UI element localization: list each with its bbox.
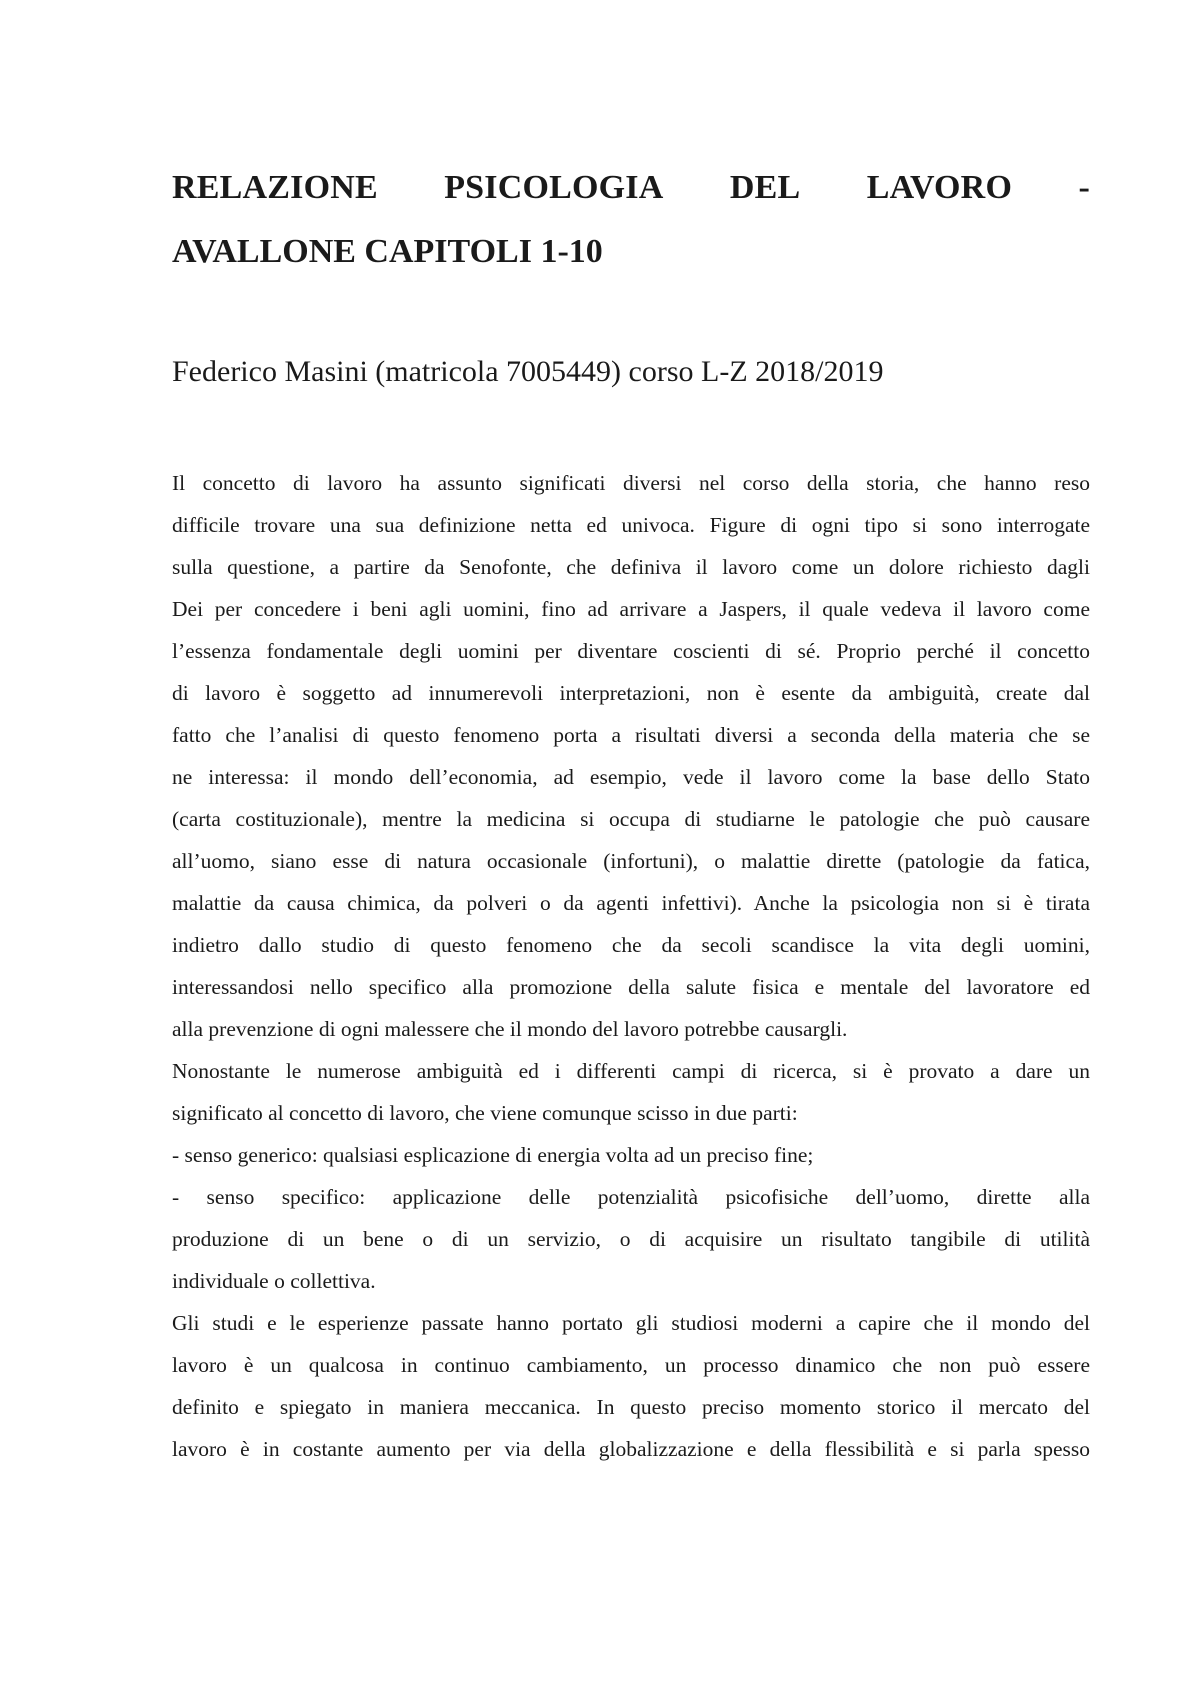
body-line: difficile trovare una sua definizione netta ed univoca. Figure di ogni tipo si sono interrogate <box>172 513 1090 537</box>
body-line: definito e spiegato in maniera meccanica. In questo preciso momento storico il mercato del <box>172 1395 1090 1419</box>
title-word: PSICOLOGIA <box>444 169 664 206</box>
title-word: DEL <box>729 169 801 206</box>
body-line: - senso specifico: applicazione delle potenzialità psicofisiche dell’uomo, dirette alla <box>172 1185 1090 1209</box>
body-line: sulla questione, a partire da Senofonte, che definiva il lavoro come un dolore richiesto dagli <box>172 555 1090 579</box>
body-text <box>172 462 1090 1470</box>
body-line: malattie da causa chimica, da polveri o da agenti infettivi). Anche la psicologia non si è tirata <box>172 891 1090 915</box>
body-line: (carta costituzionale), mentre la medicina si occupa di studiarne le patologie che può causare <box>172 807 1090 831</box>
title-line-1 <box>172 168 1090 208</box>
body-line: Gli studi e le esperienze passate hanno portato gli studiosi moderni a capire che il mondo del <box>172 1311 1090 1335</box>
body-line: lavoro è un qualcosa in continuo cambiamento, un processo dinamico che non può essere <box>172 1353 1090 1377</box>
body-line: produzione di un bene o di un servizio, o di acquisire un risultato tangibile di utilità <box>172 1227 1090 1251</box>
body-line: interessandosi nello specifico alla promozione della salute fisica e mentale del lavoratore ed <box>172 975 1090 999</box>
body-line: fatto che l’analisi di questo fenomeno porta a risultati diversi a seconda della materia che se <box>172 723 1090 747</box>
body-line: alla prevenzione di ogni malessere che il mondo del lavoro potrebbe causargli. <box>172 1017 848 1041</box>
title-line-2: AVALLONE CAPITOLI 1-10 <box>172 233 603 270</box>
body-line: di lavoro è soggetto ad innumerevoli interpretazioni, non è esente da ambiguità, create dal <box>172 681 1090 705</box>
body-line: - senso generico: qualsiasi esplicazione di energia volta ad un preciso fine; <box>172 1143 814 1167</box>
body-line: ne interessa: il mondo dell’economia, ad esempio, vede il lavoro come la base dello Stato <box>172 765 1090 789</box>
author-line: Federico Masini (matricola 7005449) corso L-Z 2018/2019 <box>172 355 884 388</box>
body-line: l’essenza fondamentale degli uomini per diventare coscienti di sé. Proprio perché il concetto <box>172 639 1090 663</box>
title-word: RELAZIONE <box>172 169 378 206</box>
title-word: - <box>1078 169 1090 206</box>
body-line: significato al concetto di lavoro, che viene comunque scisso in due parti: <box>172 1101 798 1125</box>
document-title <box>172 168 1090 272</box>
body-line: individuale o collettiva. <box>172 1269 376 1293</box>
body-line: lavoro è in costante aumento per via della globalizzazione e della flessibilità e si parla spesso <box>172 1437 1090 1461</box>
body-line: Nonostante le numerose ambiguità ed i differenti campi di ricerca, si è provato a dare un <box>172 1059 1090 1083</box>
title-word: LAVORO <box>866 169 1013 206</box>
body-line: Dei per concedere i beni agli uomini, fino ad arrivare a Jaspers, il quale vedeva il lavoro come <box>172 597 1090 621</box>
body-line: indietro dallo studio di questo fenomeno che da secoli scandisce la vita degli uomini, <box>172 933 1090 957</box>
body-line: all’uomo, siano esse di natura occasionale (infortuni), o malattie dirette (patologie da fatica, <box>172 849 1090 873</box>
body-line: Il concetto di lavoro ha assunto significati diversi nel corso della storia, che hanno reso <box>172 471 1090 495</box>
